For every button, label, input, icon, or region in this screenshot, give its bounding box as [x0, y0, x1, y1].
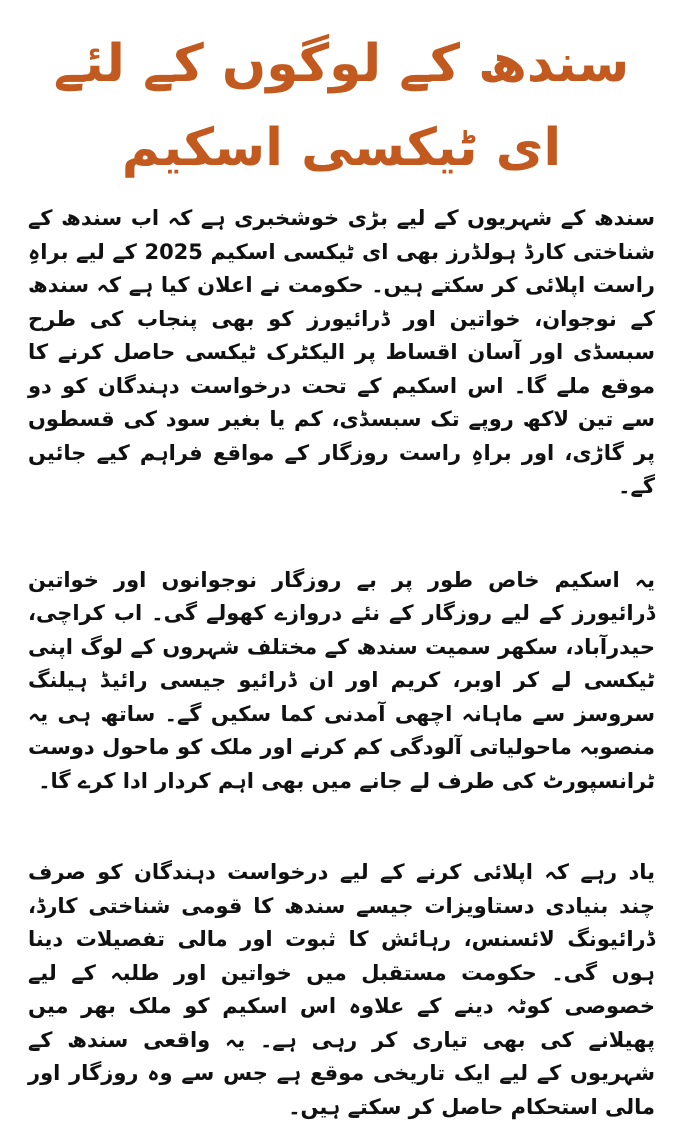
- title-line-1: سندھ کے لوگوں کے لئے: [53, 34, 630, 94]
- paragraph-intro: سندھ کے شہریوں کے لیے بڑی خوشخبری ہے کہ اب سندھ کے شناختی کارڈ ہولڈرز بھی ای ٹیکسی اسکیم 2025 کے لیے براہِ راست اپلائی کر سکتے ہیں۔ حکومت نے اعلان کیا ہے کہ سندھ کے نوجوان، خواتین اور ڈرائیورز کو بھی پنجاب کی طرح سبسڈی اور آسان اقساط پر الیکٹرک ٹیکسی حاصل کرنے کا موقع ملے گا۔ اس اسکیم کے تحت درخواست دہندگان کو دو سے تین لاکھ روپے تک سبسڈی، کم یا بغیر سود کی قسطوں پر گاڑی، اور براہِ راست روزگار کے مواقع فراہم کیے جائیں گے۔: [28, 206, 655, 498]
- title-line-2: ای ٹیکسی اسکیم: [121, 118, 562, 178]
- paragraph-requirements: یاد رہے کہ اپلائی کرنے کے لیے درخواست دہندگان کو صرف چند بنیادی دستاویزات جیسے سندھ کا قومی شناختی کارڈ، ڈرائیونگ لائسنس، رہائش کا ثبوت اور مالی تفصیلات دینا ہوں گی۔ حکومت مستقبل میں خواتین اور طلبہ کے لیے خصوصی کوٹہ دینے کے علاوہ اس اسکیم کو ملک بھر میں پھیلانے کی بھی تیاری کر رہی ہے۔ یہ واقعی سندھ کے شہریوں کے لیے ایک تاریخی موقع ہے جس سے وہ روزگار اور مالی استحکام حاصل کر سکتے ہیں۔: [28, 860, 655, 1119]
- paragraph-benefits: یہ اسکیم خاص طور پر بے روزگار نوجوانوں اور خواتین ڈرائیورز کے لیے روزگار کے نئے دروازے کھولے گی۔ اب کراچی، حیدرآباد، سکھر سمیت سندھ کے مختلف شہروں کے لوگ اپنی ٹیکسی لے کر اوبر، کریم اور ان ڈرائیو جیسی رائیڈ ہیلنگ سروسز سے ماہانہ اچھی آمدنی کما سکیں گے۔ ساتھ ہی یہ منصوبہ ماحولیاتی آلودگی کم کرنے اور ملک کو ماحول دوست ٹرانسپورٹ کی طرف لے جانے میں بھی اہم کردار ادا کرے گا۔: [28, 567, 655, 793]
- title-block: [28, 22, 655, 190]
